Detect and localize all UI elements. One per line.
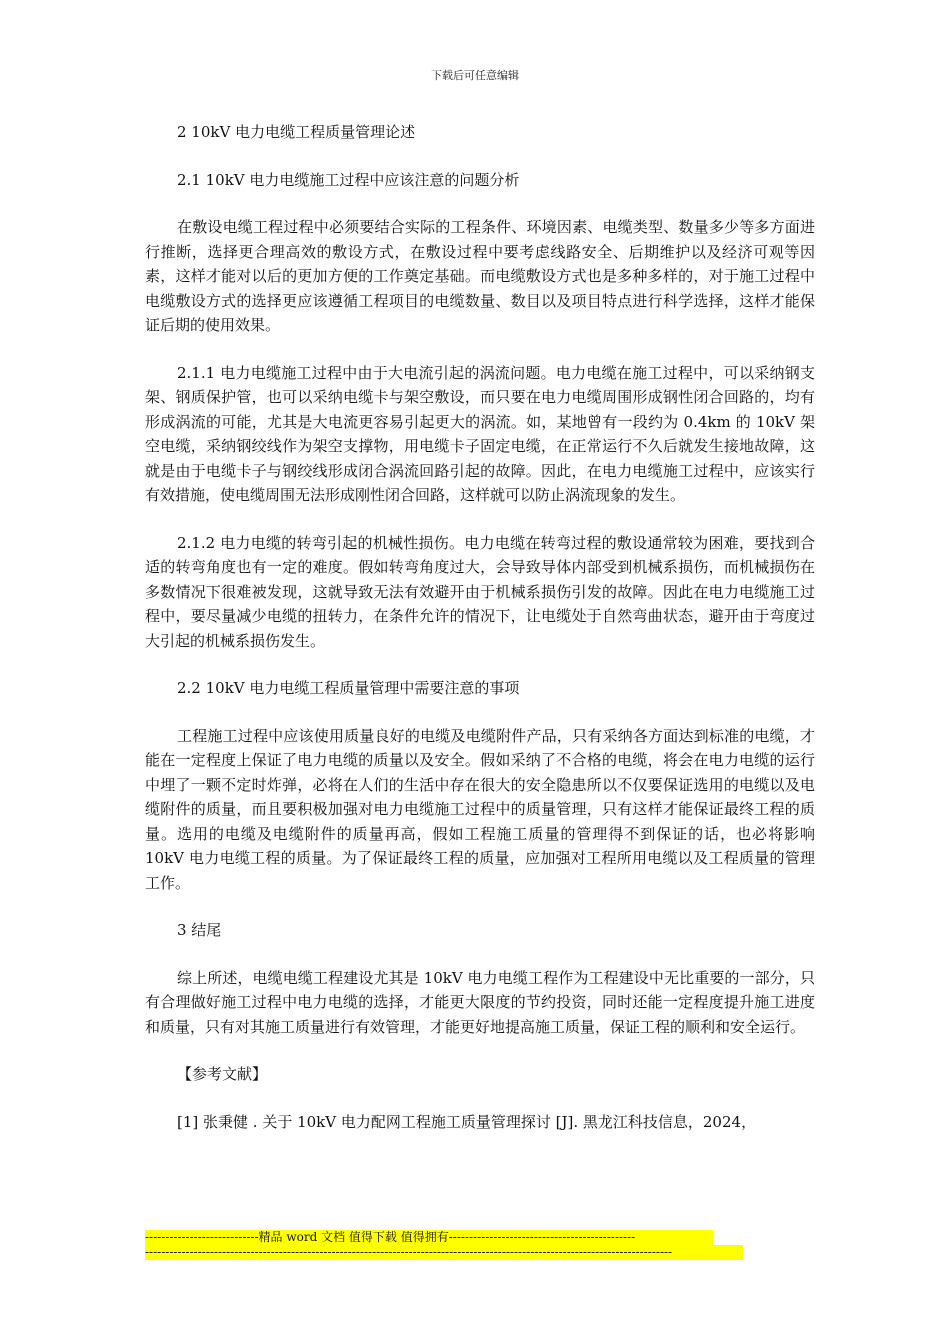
body-paragraph: 工程施工过程中应该使用质量良好的电缆及电缆附件产品，只有采纳各方面达到标准的电缆，才能在一定程度上保证了电力电缆的质量以及安全。假如采纳了不合格的电缆，将会在电力电缆的运行中埋了一颗不定时炸弹，必将在人们的生活中存在很大的安全隐患所以不仅要保证选用的电缆以及电缆附件的质量，而且要积极加强对电力电缆施工过程中的质量管理，只有这样才能保证最终工程的质量。选用的电缆及电缆附件的质量再高，假如工程施工质量的管理得不到保证的话，也必将影响 10kV 电力电缆工程的质量。为了保证最终工程的质量，应加强对工程所用电缆以及工程质量的管理工作。 [145, 726, 815, 892]
document-body [145, 120, 815, 1134]
footer-dash-line: ---------------------------------------------------------------------------------------------------------------------------------- [145, 1245, 743, 1260]
page-footer [145, 1230, 745, 1260]
page-header: 下载后可任意编辑 [431, 69, 519, 82]
references-heading: 【参考文献】 [177, 1065, 268, 1083]
body-paragraph: 综上所述，电缆电缆工程建设尤其是 10kV 电力电缆工程作为工程建设中无比重要的一部分，只有合理做好施工过程中电力电缆的选择，才能更大限度的节约投资，同时还能一定程度提升施工进度和质量，只有对其施工质量进行有效管理，才能更好地提高施工质量，保证工程的顺利和安全运行。 [145, 968, 815, 1036]
footer-banner-line: ----------------------------精品 word 文档 值得下载 值得拥有---------------------------------------------- [145, 1230, 713, 1245]
body-paragraph: 2.1.1 电力电缆施工过程中由于大电流引起的涡流问题。电力电缆在施工过程中，可以采纳钢支架、钢质保护管，也可以采纳电缆卡与架空敷设，而只要在电力电缆周围形成钢性闭合回路的，均有形成涡流的可能，尤其是大电流更容易引起更大的涡流。如，某地曾有一段约为 0.4km 的 10kV 架空电缆，采纳钢绞线作为架空支撑物，用电缆卡子固定电缆，在正常运行不久后就发生接地故障，这就是由于电缆卡子与钢绞线形成闭合涡流回路引起的故障。因此，在电力电缆施工过程中，应该实行有效措施，使电缆周围无法形成刚性闭合回路，这样就可以防止涡流现象的发生。 [145, 363, 815, 504]
reference-item: [1] 张秉健 . 关于 10kV 电力配网工程施工质量管理探讨 [J]. 黑龙江科技信息，2024， [177, 1112, 757, 1131]
body-paragraph: 在敷设电缆工程过程中必须要结合实际的工程条件、环境因素、电缆类型、数量多少等多方面进行推断，选择更合理高效的敷设方式，在敷设过程中要考虑线路安全、后期维护以及经济可观等因素，这样才能对以后的更加方便的工作奠定基础。而电缆敷设方式也是多种多样的，对于施工过程中电缆敷设方式的选择更应该遵循工程项目的电缆数量、数目以及项目特点进行科学选择，这样才能保证后期的使用效果。 [145, 218, 815, 334]
section-heading: 2 10kV 电力电缆工程质量管理论述 [177, 123, 416, 141]
body-paragraph: 2.1.2 电力电缆的转弯引起的机械性损伤。电力电缆在转弯过程的敷设通常较为困难，要找到合适的转弯角度也有一定的难度。假如转弯角度过大，会导致导体内部受到机械系损伤，而机械损伤在多数情况下很难被发现，这就导致无法有效避开由于机械系损伤引发的故障。因此在电力电缆施工过程中，要尽量减少电缆的扭转力，在条件允许的情况下，让电缆处于自然弯曲状态，避开由于弯度过大引起的机械系损伤发生。 [145, 533, 815, 650]
subsection-heading: 2.1 10kV 电力电缆施工过程中应该注意的问题分析 [177, 170, 520, 189]
section-heading: 3 结尾 [177, 921, 222, 939]
subsection-heading: 2.2 10kV 电力电缆工程质量管理中需要注意的事项 [177, 679, 520, 697]
